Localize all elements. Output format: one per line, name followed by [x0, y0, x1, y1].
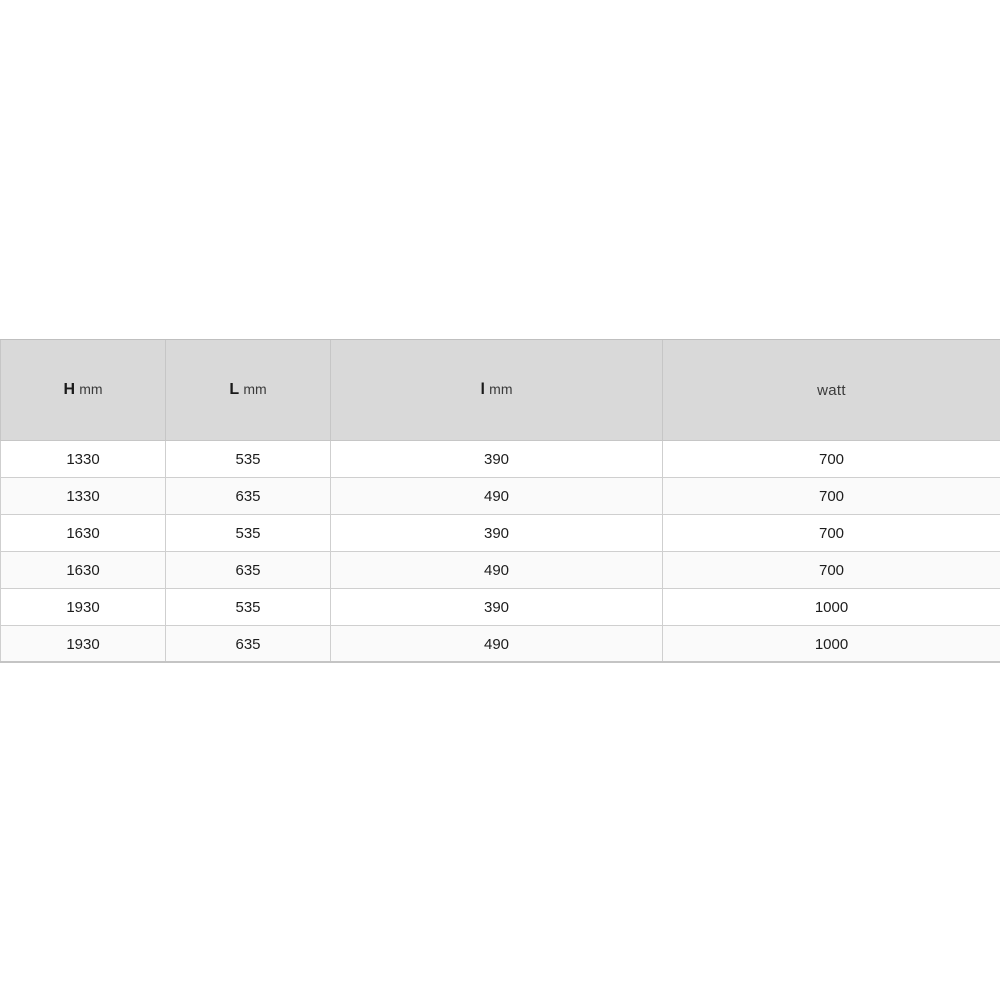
cell-height: 1330 — [1, 441, 166, 478]
column-header-width-unit: mm — [489, 381, 513, 397]
cell-watt: 1000 — [663, 626, 1000, 663]
cell-width: 390 — [331, 589, 663, 626]
table-row — [1, 515, 1000, 552]
table-row — [1, 478, 1000, 515]
column-header-watt-label: watt — [817, 381, 846, 399]
column-header-height — [1, 340, 166, 441]
cell-length: 535 — [166, 515, 331, 552]
cell-width: 490 — [331, 478, 663, 515]
cell-watt: 700 — [663, 552, 1000, 589]
cell-watt: 700 — [663, 515, 1000, 552]
table-row — [1, 441, 1000, 478]
cell-height: 1630 — [1, 515, 166, 552]
cell-width: 390 — [331, 515, 663, 552]
column-header-watt — [663, 340, 1000, 441]
column-header-length-unit: mm — [243, 381, 267, 397]
column-header-width — [331, 340, 663, 441]
table-body — [1, 441, 1000, 663]
cell-width: 490 — [331, 626, 663, 663]
cell-height: 1330 — [1, 478, 166, 515]
cell-height: 1630 — [1, 552, 166, 589]
cell-watt: 700 — [663, 441, 1000, 478]
table-row — [1, 589, 1000, 626]
column-header-height-unit: mm — [79, 381, 103, 397]
specification-table — [0, 339, 1000, 663]
cell-length: 635 — [166, 478, 331, 515]
cell-length: 635 — [166, 626, 331, 663]
cell-height: 1930 — [1, 626, 166, 663]
cell-length: 535 — [166, 589, 331, 626]
cell-length: 535 — [166, 441, 331, 478]
column-header-length-symbol: L — [229, 381, 240, 398]
table-header — [1, 340, 1000, 441]
table-row — [1, 552, 1000, 589]
cell-width: 390 — [331, 441, 663, 478]
table-row — [1, 626, 1000, 663]
specification-table-container — [0, 339, 1000, 663]
cell-height: 1930 — [1, 589, 166, 626]
table-header-row — [1, 340, 1000, 441]
cell-width: 490 — [331, 552, 663, 589]
cell-length: 635 — [166, 552, 331, 589]
column-header-height-symbol: H — [63, 381, 76, 398]
cell-watt: 1000 — [663, 589, 1000, 626]
column-header-length — [166, 340, 331, 441]
column-header-width-symbol: l — [480, 381, 486, 398]
cell-watt: 700 — [663, 478, 1000, 515]
